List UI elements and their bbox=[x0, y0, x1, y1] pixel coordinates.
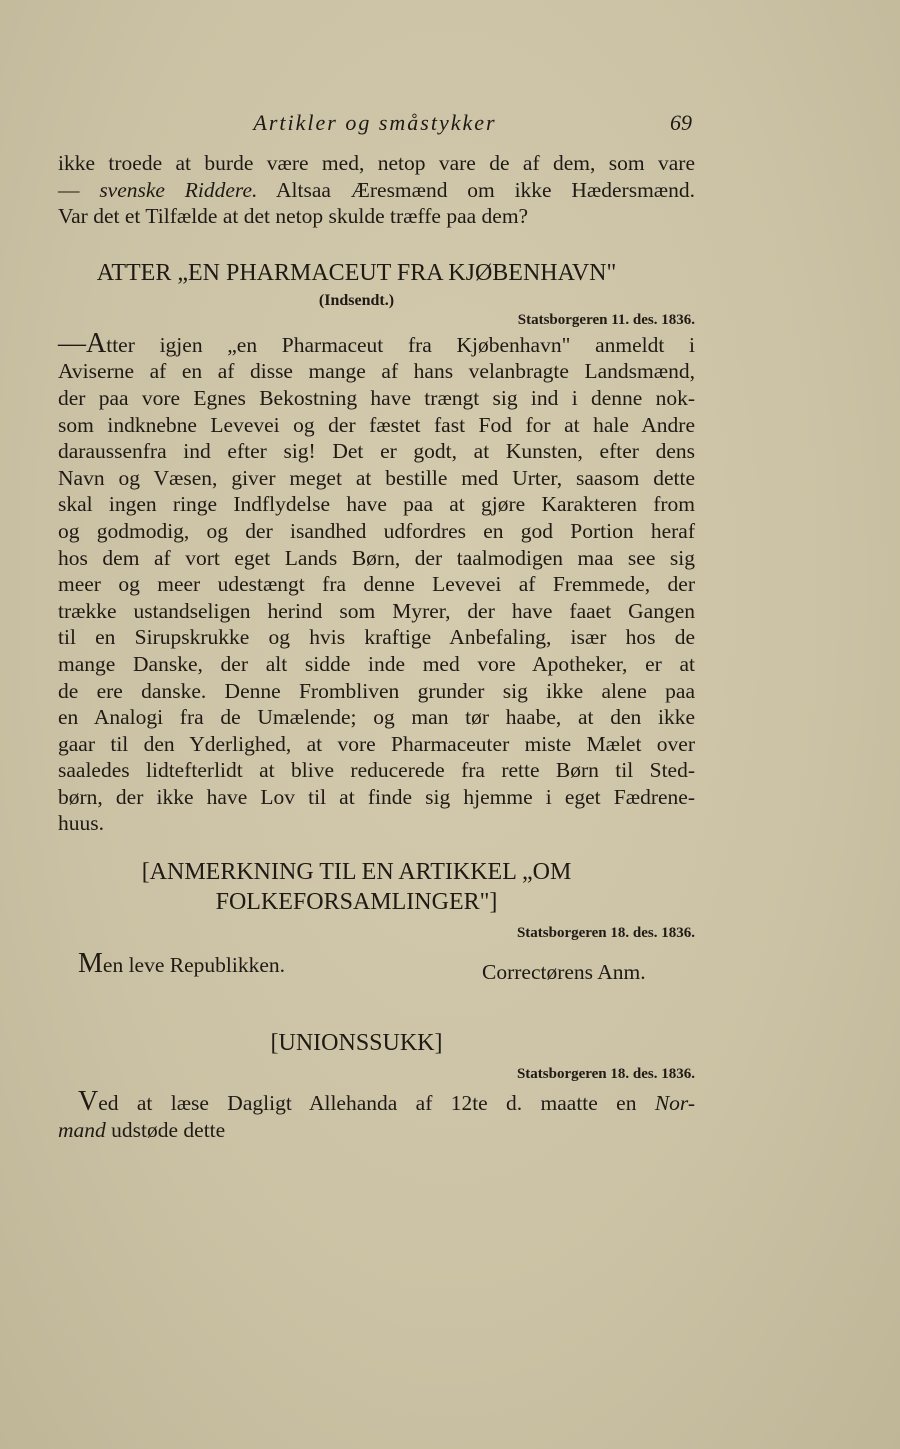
italic-text: svenske Riddere. bbox=[99, 177, 258, 202]
body-line: trække ustandseligen herind som Myrer, der have faaet Gangen bbox=[58, 598, 695, 623]
body-line: huus. bbox=[58, 811, 104, 836]
drop-cap: M bbox=[78, 948, 103, 980]
intro-line bbox=[58, 177, 695, 204]
page-number: 69 bbox=[670, 110, 692, 135]
editor-note: Correctørens Anm. bbox=[482, 960, 646, 985]
body-line: Ved at læse Dagligt Allehanda af 12te d. maatte en Nor- bbox=[78, 1086, 695, 1118]
article-body bbox=[58, 1086, 695, 1143]
body-line: saaledes lidtefterlidt at blive reducerede fra rette Børn til Sted- bbox=[58, 758, 695, 783]
text: Altsaa Æresmænd om ikke Hædersmænd. bbox=[257, 177, 696, 202]
body-line: gaar til den Yderlighed, at vore Pharmaceuter miste Mælet over bbox=[58, 731, 695, 756]
intro-line: Var det et Tilfælde at det netop skulde træffe paa dem? bbox=[58, 204, 529, 229]
body-line: skal ingen ringe Indflydelse have paa at gjøre Karakteren from bbox=[58, 492, 695, 517]
body-line: som indknebne Levevei og der fæstet fast Fod for at hale Andre bbox=[58, 412, 695, 437]
body-line: Navn og Væsen, giver meget at bestille med Urter, saasom dette bbox=[58, 465, 695, 490]
article-subtitle: (Indsendt.) bbox=[318, 291, 395, 309]
body-line: hos dem af vort eget Lands Børn, der taalmodigen maa see sig bbox=[58, 545, 695, 570]
body-line: mange Danske, der alt sidde inde med vore Apotheker, er at bbox=[58, 651, 695, 676]
body-line: —Atter igjen „en Pharmaceut fra Kjøbenhavn" anmeldt i bbox=[58, 327, 695, 359]
article-heading: ATTER „EN PHARMACEUT FRA KJØBENHAVN" bbox=[96, 259, 617, 286]
article-heading: [ANMERKNING TIL EN ARTIKKEL „OM bbox=[141, 859, 572, 886]
article-heading: FOLKEFORSAMLINGER"] bbox=[215, 889, 498, 916]
intro-paragraph bbox=[58, 150, 695, 230]
body-line: daraussenfra ind efter sig! Det er godt, at Kunsten, efter dens bbox=[58, 439, 695, 464]
running-head bbox=[0, 104, 900, 144]
drop-cap: V bbox=[78, 1086, 99, 1118]
body-line: de ere danske. Denne Frombliven grunder sig ikke alene paa bbox=[58, 678, 695, 703]
drop-cap: —A bbox=[58, 327, 107, 359]
page-body bbox=[58, 150, 695, 1143]
body-line: der paa vore Egnes Bekostning have trængt sig ind i denne nok- bbox=[58, 385, 695, 410]
dash: — bbox=[58, 177, 100, 202]
body-line: og godmodig, og der isandhed udfordres en god Portion heraf bbox=[58, 518, 695, 543]
body-line: meer og meer udestængt fra denne Levevei af Fremmede, der bbox=[58, 572, 695, 597]
body-line: en Analogi fra de Umælende; og man tør haabe, at den ikke bbox=[58, 705, 695, 730]
article-body bbox=[58, 942, 695, 1002]
body-line: Aviserne af en af disse mange af hans velanbragte Landsmænd, bbox=[58, 359, 695, 384]
article-heading: [UNIONSSUKK] bbox=[270, 1030, 443, 1057]
article-body bbox=[58, 327, 695, 837]
article-source: Statsborgeren 11. des. 1836. bbox=[517, 311, 695, 328]
italic-text: Nor- bbox=[654, 1091, 695, 1116]
body-line: børn, der ikke have Lov til at finde sig hjemme i eget Fædrene- bbox=[58, 784, 695, 809]
body-line: Men leve Republikken. bbox=[78, 948, 286, 980]
article-source: Statsborgeren 18. des. 1836. bbox=[516, 925, 695, 942]
body-line: mand udstøde dette bbox=[58, 1117, 226, 1142]
running-title: Artikler og småstykker bbox=[253, 110, 497, 135]
italic-text: mand bbox=[58, 1117, 106, 1142]
article-source: Statsborgeren 18. des. 1836. bbox=[516, 1066, 695, 1083]
intro-line: ikke troede at burde være med, netop vare de af dem, som vare bbox=[58, 151, 695, 175]
body-line: til en Sirupskrukke og hvis kraftige Anbefaling, især hos de bbox=[58, 625, 695, 650]
